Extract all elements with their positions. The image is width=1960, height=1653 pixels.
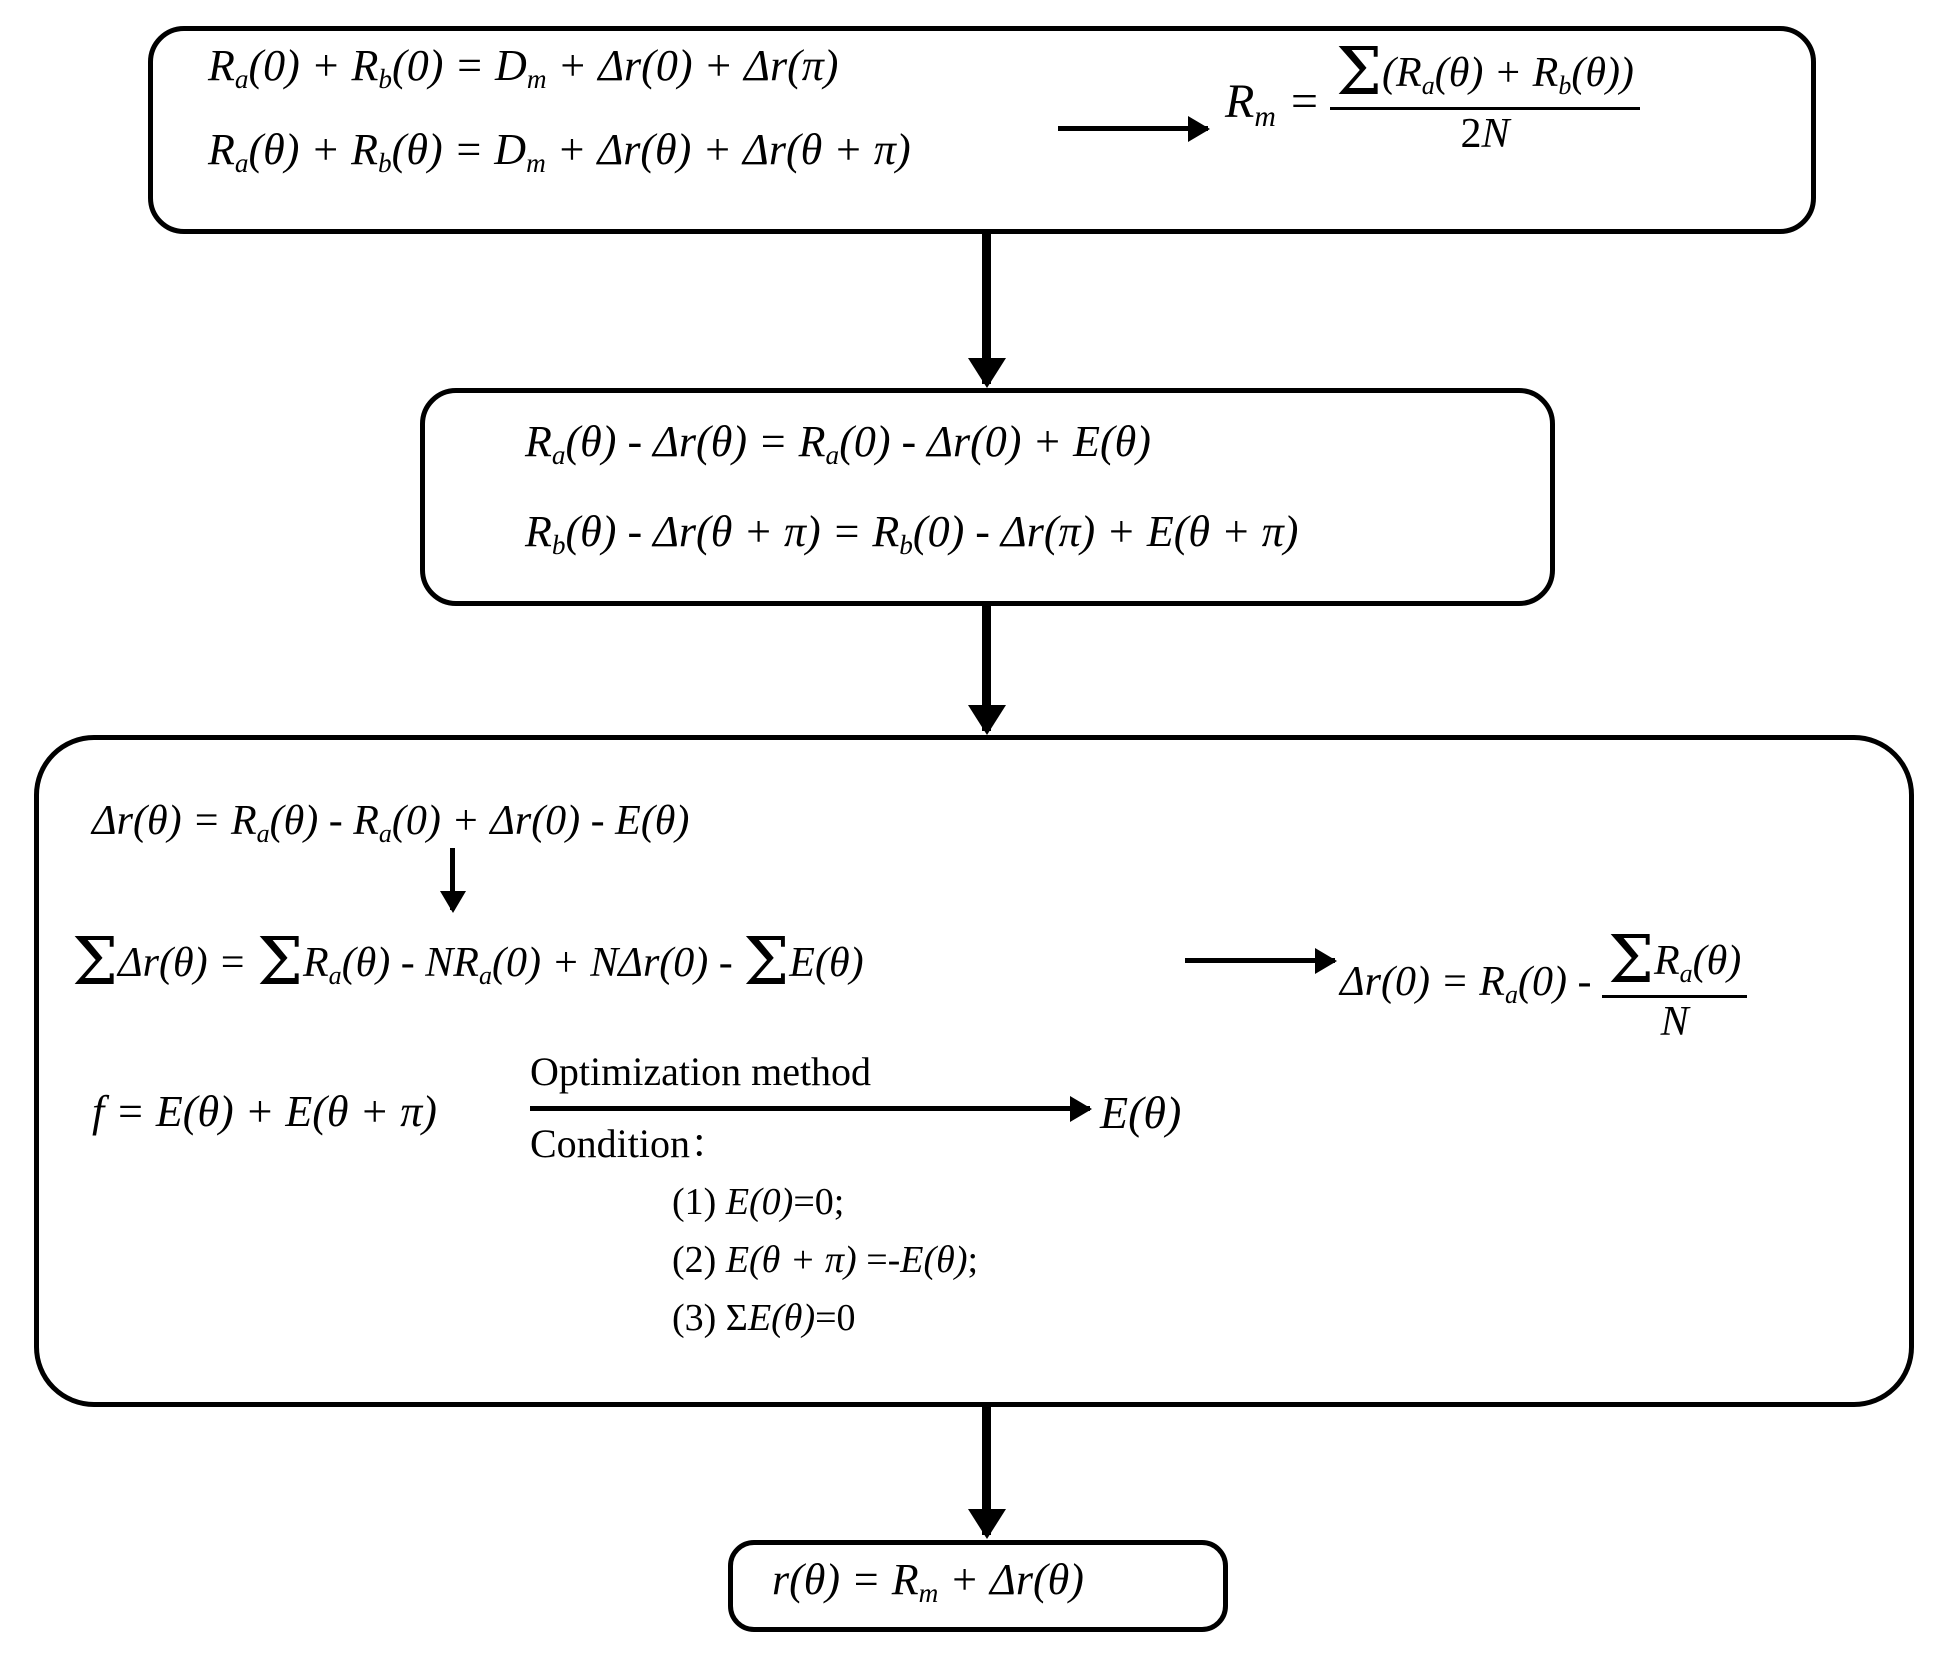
box3-equation-line-1: $\Delta r(\theta) = R_a(\theta) - R_a(0) + \Delta r(0) - E(\theta)$ — [92, 798, 690, 848]
connector-arrow-3-icon — [982, 1407, 991, 1535]
box3-result-expression: $\Delta r(0) = R_a(0)$ - $\frac{\Sigma R_a(\theta)}{N}$ — [1340, 928, 1747, 1043]
box3-condition-2: (2) E(θ + π) =-E(θ); — [672, 1239, 979, 1281]
box1-arrow-icon — [1058, 126, 1208, 131]
box3-arrow-label-top: Optimization method — [530, 1049, 872, 1094]
box3-down-arrow-icon — [450, 848, 455, 910]
box2-equation-line-2: $R_b(\theta) - \Delta r(\theta + \pi) = R_b(0) - \Delta r(\pi) + E(\theta + \pi)$ — [525, 507, 1299, 561]
box3-result-fraction — [1602, 923, 1747, 1046]
box3-equation-line-2: $\Sigma\Delta r(\theta) = \Sigma R_a(\theta) - NR_a(0) + N\Delta r(0) - \Sigma E(\theta)$ — [72, 925, 864, 1000]
box3-arrow-target: E(θ) — [1100, 1087, 1182, 1138]
box3-condition-3: (3) ΣE(θ)=0 — [672, 1297, 856, 1339]
box1-fraction-denominator: 2N — [1460, 111, 1510, 158]
box3-arrow-label-bottom: Condition： — [530, 1121, 731, 1166]
box3-optimization-arrow-icon — [530, 1106, 1090, 1111]
box3-arrow-to-result-icon — [1185, 958, 1335, 963]
connector-arrow-2-icon — [982, 606, 991, 731]
box3-fraction-denominator: N — [1660, 999, 1689, 1046]
box2-equation-line-1: $R_a(\theta) - \Delta r(\theta) = R_a(0) - \Delta r(0) + E(\theta)$ — [525, 417, 1151, 471]
box3-equation-line-3: f = E(θ) + E(θ + π) — [92, 1087, 437, 1136]
box1-result-label: $R_m$ = — [1225, 75, 1321, 133]
box1-equation-line-2: $R_a(\theta) + R_b(\theta) = D_m + \Delta r(\theta) + \Delta r(\theta + \pi)$ — [208, 125, 911, 179]
box4-equation-line-1: $r(\theta) = R_m + \Delta r(\theta)$ — [772, 1555, 1084, 1609]
box3-fraction-numerator: $\Sigma R_a(\theta)$ — [1602, 928, 1747, 998]
box1-result-fraction — [1330, 35, 1640, 158]
connector-arrow-1-icon — [982, 234, 991, 384]
box1-fraction-numerator: $\Sigma(R_a(\theta) + R_b(\theta))$ — [1330, 40, 1640, 110]
box3-condition-1: (1) E(0)=0; — [672, 1181, 845, 1223]
box1-equation-line-1: $R_a(0) + R_b(0) = D_m + \Delta r(0) + \Delta r(\pi)$ — [208, 41, 839, 95]
